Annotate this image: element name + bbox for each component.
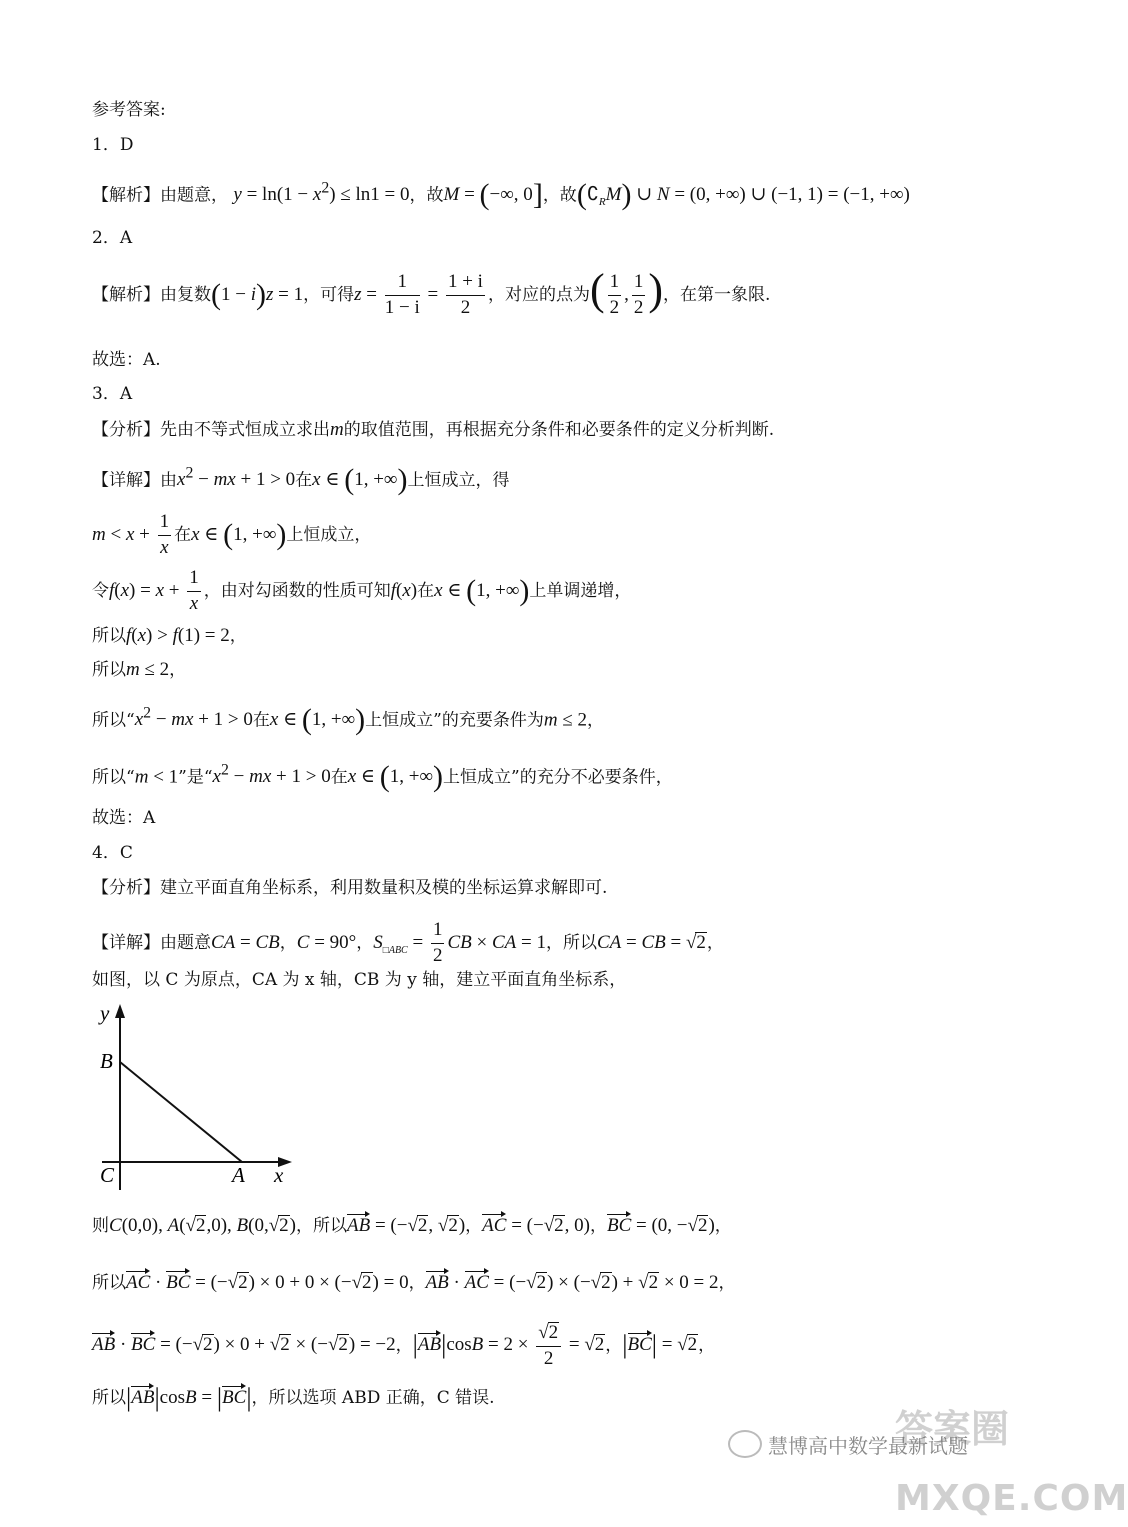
- watermark-logo: 答案圈: [895, 1407, 1010, 1451]
- coordinate-figure: [92, 1000, 302, 1195]
- q3-number: 3．A: [92, 384, 133, 404]
- watermark-site: MXQE.COM: [895, 1478, 1128, 1519]
- label-C: C: [100, 1163, 115, 1187]
- q3-line5: 所以m ≤ 2，: [92, 659, 187, 680]
- label-y: y: [100, 1001, 110, 1025]
- heading: 参考答案:: [92, 100, 166, 120]
- q3-line7: 所以“m < 1”是“$x^2$ − mx + 1 > 0在x ∈ (1, +∞)上恒成立”的充分不必要条件，: [92, 760, 673, 794]
- q2-choice: 故选：A.: [92, 350, 161, 370]
- q3-analysis: 【分析】先由不等式恒成立求出m的取值范围，再根据充分条件和必要条件的定义分析判断.: [92, 419, 775, 440]
- q3-line4: 所以f(x) > f(1) = 2，: [92, 625, 247, 646]
- q3-line6: 所以“$x^2$ − mx + 1 > 0在x ∈ (1, +∞)上恒成立”的充要条件为m ≤ 2，: [92, 703, 605, 737]
- q4-vectors: 则C(0,0), A(√2,0), B(0,√2)，所以AB = (−√2, √2)，AC = (−√2, 0)，BC = (0, −√2)，: [92, 1215, 732, 1236]
- q4-dot-products: 所以AC · BC = (−√2) × 0 + 0 × (−√2) = 0，AB · AC = (−√2) × (−√2) + √2 × 0 = 2，: [92, 1272, 736, 1293]
- q2-solution: 【解析】由复数(1 − i)z = 1，可得z = $\frac{1}{1 - i}$ = $\frac{1 + i}{2}$ ，对应的点为( $\frac{1}{2}$ , $\frac{1}{2}$ )，在第一象限.: [92, 264, 771, 318]
- q4-detail: 【详解】由题意CA = CB，C = 90°，$S_{□ABC}$ = $\frac{1}{2}$ CB × CA = 1，所以CA = CB = √2，: [92, 919, 724, 966]
- q4-moduli: AB · BC = (−√2) × 0 + √2 × (−√2) = −2，|AB|cosB = 2 × $\frac{√2}{2}$ = √2，|BC| = √2，: [92, 1322, 716, 1369]
- watermark-text: 慧博高中数学最新试题: [768, 1434, 968, 1458]
- q2-number: 2．A: [92, 228, 133, 248]
- q4-conclusion: 所以|AB|cosB = |BC|，所以选项 ABD 正确，C 错误.: [92, 1383, 495, 1412]
- q3-line3: 令f(x) = x + $\frac{1}{x}$ ，由对勾函数的性质可知f(x)在x ∈ (1, +∞)上单调递增，: [92, 567, 632, 614]
- q3-detail: 【详解】由$x^2$ − mx + 1 > 0在x ∈ (1, +∞)上恒成立，得: [92, 463, 510, 497]
- q4-setup: 如图，以 C 为原点，CA 为 x 轴，CB 为 y 轴，建立平面直角坐标系，: [92, 970, 627, 990]
- wechat-icon: [728, 1430, 762, 1458]
- label-B: B: [100, 1049, 113, 1073]
- label-x: x: [274, 1163, 284, 1187]
- q1-number: 1．D: [92, 135, 134, 155]
- q4-analysis: 【分析】建立平面直角坐标系，利用数量积及模的坐标运算求解即可.: [92, 878, 608, 898]
- watermark: [720, 1400, 1128, 1525]
- q3-choice: 故选：A: [92, 808, 156, 828]
- q3-line2: m < x + $\frac{1}{x}$ 在x ∈ (1, +∞)上恒成立，: [92, 511, 372, 558]
- y-axis-arrow-icon: [115, 1004, 125, 1018]
- segment-BA: [120, 1062, 242, 1162]
- label-A: A: [232, 1163, 245, 1187]
- q4-number: 4．C: [92, 843, 133, 863]
- q1-solution: 【解析】由题意， $y = \ln(1 - x^2) \le \ln 1 = 0$，故M = (−∞, 0]，故$(∁_RM)$ ∪ N = (0, +∞) ∪ (−1, 1) = (−1, +∞): [92, 178, 910, 212]
